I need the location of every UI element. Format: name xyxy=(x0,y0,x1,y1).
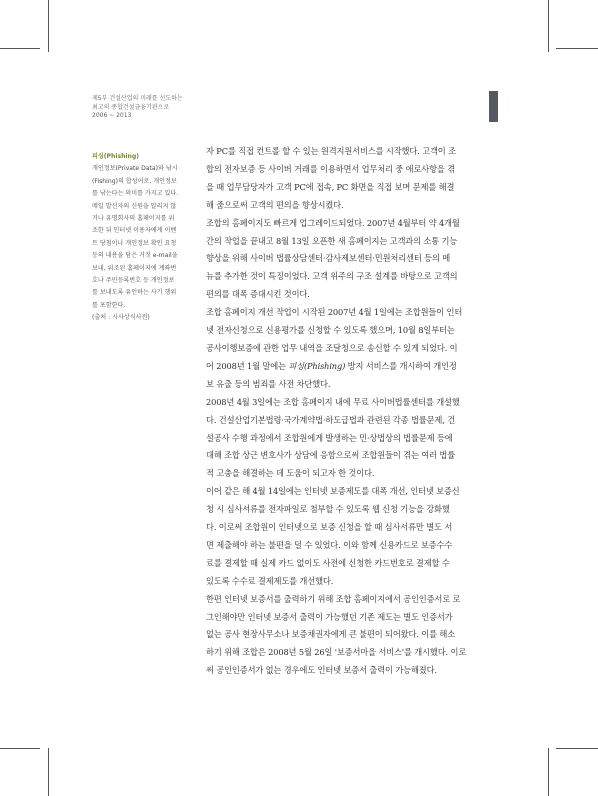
phishing-term-link: 피싱(Phishing) xyxy=(288,360,346,371)
body-line: 한편 인터넷 보증서를 출력하기 위해 조합 홈페이지에서 공인인증서로 로 xyxy=(206,593,461,604)
crop-mark-left-bottom xyxy=(0,748,40,749)
body-line: 향상을 위해 사이버 법률상담센터·감사제보센터·민원처리센터 등의 메 xyxy=(206,253,451,264)
glossary-line: 개인정보(Private Data)와 낚시 xyxy=(92,165,178,173)
sidebar-glossary xyxy=(92,151,204,325)
body-line: 편의를 대폭 증대시킨 것이다. xyxy=(206,289,310,300)
body-line: 뉴를 추가한 것이 특징이었다. 고객 위주의 구조 설계를 바탕으로 고객의 xyxy=(206,271,458,282)
glossary-line: 를 낚는다는 의미를 가지고 있다. xyxy=(92,190,179,198)
glossary-line: (Fishing)의 합성어로, 개인정보 xyxy=(92,177,177,185)
glossary-line: 보내, 위조된 홈페이지에 계좌번 xyxy=(92,264,177,272)
body-line xyxy=(206,358,490,376)
body-line: 이어 같은 해 4월 14일에는 인터넷 보증제도를 대폭 개선, 인터넷 보증신 xyxy=(206,486,460,497)
glossary-line: 거나 유명회사의 홈페이지를 위 xyxy=(92,215,175,223)
body-line: 설공사 수행 과정에서 조합원에게 발생하는 민·상법상의 법률문제 등에 xyxy=(206,432,453,443)
crop-mark-left-top xyxy=(0,48,40,49)
crop-mark-right-bottom xyxy=(556,748,598,749)
running-header-line: 제5부 건설산업의 미래를 선도하는 xyxy=(92,95,183,102)
body-line: 해 줌으로써 고객의 편의을 향상시켰다. xyxy=(206,199,344,210)
body-line: 공사이행보증에 관한 업무 내역을 조달청으로 송신할 수 있게 되었다. 이 xyxy=(206,342,458,353)
chapter-tab-marker xyxy=(489,91,498,122)
body-line: 적 고충을 해결하는 데 도움이 되고자 한 것이다. xyxy=(206,468,375,479)
running-header-line: 2006 ~ 2013 xyxy=(92,112,132,119)
glossary-line: 조한 뒤 인터넷 이용자에게 이벤 xyxy=(92,227,177,235)
glossary-term: 피싱(Phishing) xyxy=(92,153,139,160)
body-line: 보 유출 등의 범죄를 사전 차단했다. xyxy=(206,378,331,389)
crop-mark-right-top xyxy=(556,48,598,49)
crop-mark-bottom-right xyxy=(548,748,549,796)
body-line: 다. 건설산업기본법령·국가계약법·하도급법과 관련된 각종 법률문제, 건 xyxy=(206,414,456,425)
body-line: 자 PC를 직접 컨트롤 할 수 있는 원격지원서비스를 시작했다. 고객이 조 xyxy=(206,146,456,156)
body-line: 다. 이로써 조합원이 인터넷으로 보증 신청을 할 때 심사서류만 별도 서 xyxy=(206,522,453,533)
body-line: 있도록 수수료 결제제도를 개선했다. xyxy=(206,575,334,586)
body-line: 그인해야만 인터넷 보증서 출력이 가능했던 기존 제도는 별도 인증서가 xyxy=(206,611,453,622)
running-header-line: 최고의 종합건설금융기관으로 xyxy=(92,103,170,111)
running-header xyxy=(92,95,242,121)
crop-mark-top-left xyxy=(48,0,49,52)
glossary-line: 트 당첨이나 개인정보 확인 요청 xyxy=(92,239,177,247)
main-body-text xyxy=(206,143,490,680)
body-text: 방지 서비스를 개시하여 개인정 xyxy=(345,360,457,371)
body-line: 조합 홈페이지 개선 작업이 시작된 2007년 4월 1일에는 조합원들이 인터 xyxy=(206,307,463,318)
crop-mark-top-right xyxy=(548,0,549,52)
glossary-line: 메일 발신자의 신원을 알리지 않 xyxy=(92,202,177,210)
body-line: 을 때 업무담당자가 고객 PC에 접속, PC 화면을 직접 보며 문제를 해결 xyxy=(206,181,455,192)
glossary-line: 등의 내용을 담은 거짓 e-mail을 xyxy=(92,252,178,260)
body-text: 어 2008년 1월 말에는 xyxy=(206,360,289,371)
body-line: 면 제출해야 하는 불편을 덜 수 있었다. 이와 함께 신용카드로 보증수수 xyxy=(206,539,453,550)
body-line: 료를 결제할 때 실제 카드 없이도 사전에 신청한 카드번호로 결제할 수 xyxy=(206,557,450,568)
glossary-source: (출처 : 시사상식사전) xyxy=(92,314,150,322)
body-line: 간의 작업을 끝내고 8월 13일 오픈한 새 홈페이지는 고객과의 소통 기능 xyxy=(206,235,458,246)
body-line: 써 공인인증서가 없는 경우에도 인터넷 보증서 출력이 가능해졌다. xyxy=(206,665,437,676)
glossary-line: 호나 주민등록번호 등 개인정보 xyxy=(92,277,175,285)
glossary-line: 를 포함한다. xyxy=(92,301,126,309)
body-line: 청 시 심사서류를 전자파일로 첨부할 수 있도록 웹 신청 기능을 강화했 xyxy=(206,504,450,515)
glossary-line: 를 보내도록 유인하는 사기 행위 xyxy=(92,289,177,297)
body-line: 합의 전자보증 등 사이버 거래를 이용하면서 업무처리 중 애로사항을 겪 xyxy=(206,163,456,174)
body-line: 2008년 4월 3일에는 조합 홈페이지 내에 무료 사이버법률센터를 개설했 xyxy=(206,396,460,407)
body-line: 하기 위해 조합은 2008년 5월 26일 '보증서마을 서비스'를 개시했다. 이로 xyxy=(206,647,467,658)
body-line: 넷 전자신청으로 신용평가를 신청할 수 있도록 했으며, 10월 8일부터는 xyxy=(206,325,455,336)
crop-mark-bottom-left xyxy=(48,748,49,796)
body-line: 대해 조합 상근 변호사가 상담에 응함으로써 조합원들이 겪는 여러 법률 xyxy=(206,450,456,461)
body-line: 없는 공사 현장사무소나 보증채권자에게 큰 불편이 되어왔다. 이를 해소 xyxy=(206,629,456,640)
body-line: 조합의 홈페이지도 빠르게 업그레이드되었다. 2007년 4월부터 약 4개월 xyxy=(206,217,460,228)
